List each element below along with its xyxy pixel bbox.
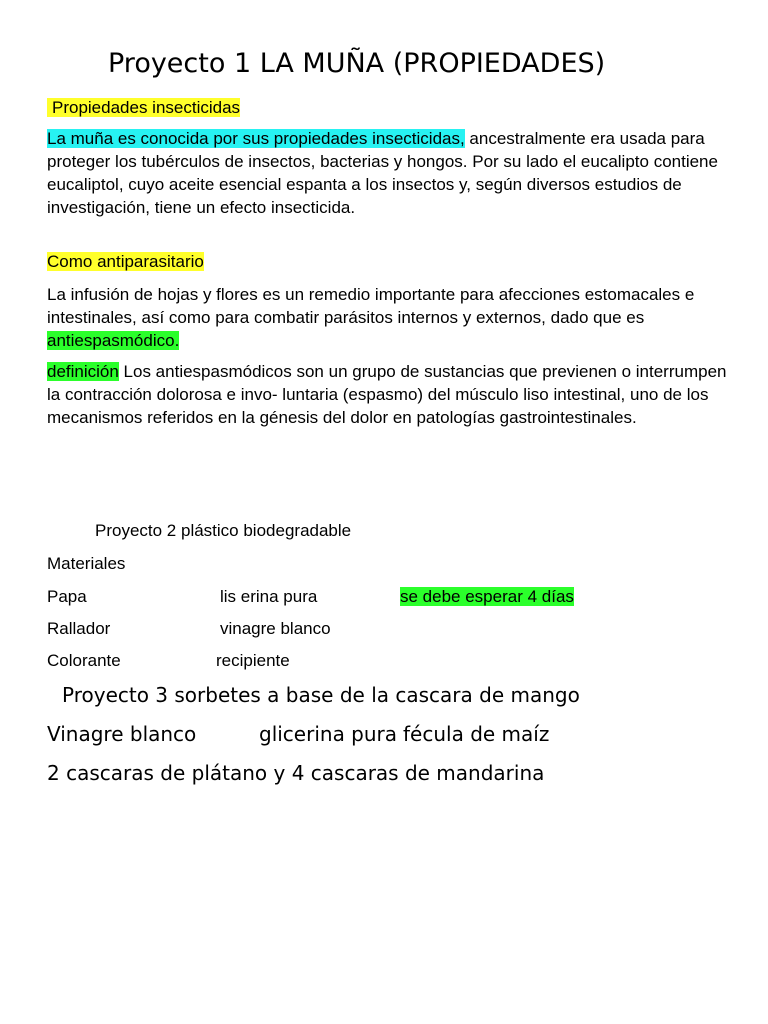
heading-insecticidas xyxy=(47,96,240,119)
material-cell: Rallador xyxy=(47,619,111,638)
waiting-note-text: se debe esperar 4 días xyxy=(400,587,574,606)
heading-insecticidas-text: Propiedades insecticidas xyxy=(47,98,240,117)
project2-title: Proyecto 2 plástico biodegradable xyxy=(95,521,352,540)
paragraph-antiparasitario xyxy=(47,283,727,352)
heading-antiparasitario xyxy=(47,250,204,273)
definition-text: Los antiespasmódicos son un grupo de sustancias que previenen o interrumpen la contracción dolorosa e invo- luntaria (espasmo) del músculo liso intestinal, uno de los mecanismos referidos en la génesis del dolor en patologías gastrointestinales. xyxy=(47,362,727,427)
paragraph-insecticidas-text: ancestralmente era usada para proteger los tubérculos de insectos, bacterias y hongos. Por su lado el eucalipto contiene eucaliptol, cuyo aceite esencial espanta a los insectos y, según diversos estudios de investigación, tiene un efecto insecticida. xyxy=(47,129,718,217)
material-cell: Papa xyxy=(47,587,87,606)
definition-label: definición xyxy=(47,362,119,381)
project1-title: Proyecto 1 LA MUÑA (PROPIEDADES) xyxy=(108,48,606,79)
highlight-cyan-text: La muña es conocida por sus propiedades insecticidas, xyxy=(47,129,465,148)
heading-antiparasitario-text: Como antiparasitario xyxy=(47,252,204,271)
material-cell: vinagre blanco xyxy=(220,619,331,638)
highlight-green-text: antiespasmódico. xyxy=(47,331,180,350)
project3-line: 2 cascaras de plátano y 4 cascaras de mandarina xyxy=(47,761,545,785)
ingredient-item: Vinagre blanco xyxy=(47,722,197,746)
material-cell: Colorante xyxy=(47,651,121,670)
ingredient-item: fécula de maíz xyxy=(403,722,550,746)
project3-title: Proyecto 3 sorbetes a base de la cascara de mango xyxy=(62,683,580,707)
materials-label: Materiales xyxy=(47,554,126,573)
paragraph-antiparasitario-text: La infusión de hojas y flores es un remedio importante para afecciones estomacales e intestinales, así como para combatir parásitos internos y externos, dado que es xyxy=(47,285,695,327)
paragraph-definicion xyxy=(47,360,727,429)
material-cell: lis erina pura xyxy=(220,587,318,606)
waiting-note xyxy=(400,585,574,608)
paragraph-insecticidas xyxy=(47,127,727,219)
ingredient-item: glicerina pura xyxy=(259,722,398,746)
material-cell: recipiente xyxy=(216,651,290,670)
